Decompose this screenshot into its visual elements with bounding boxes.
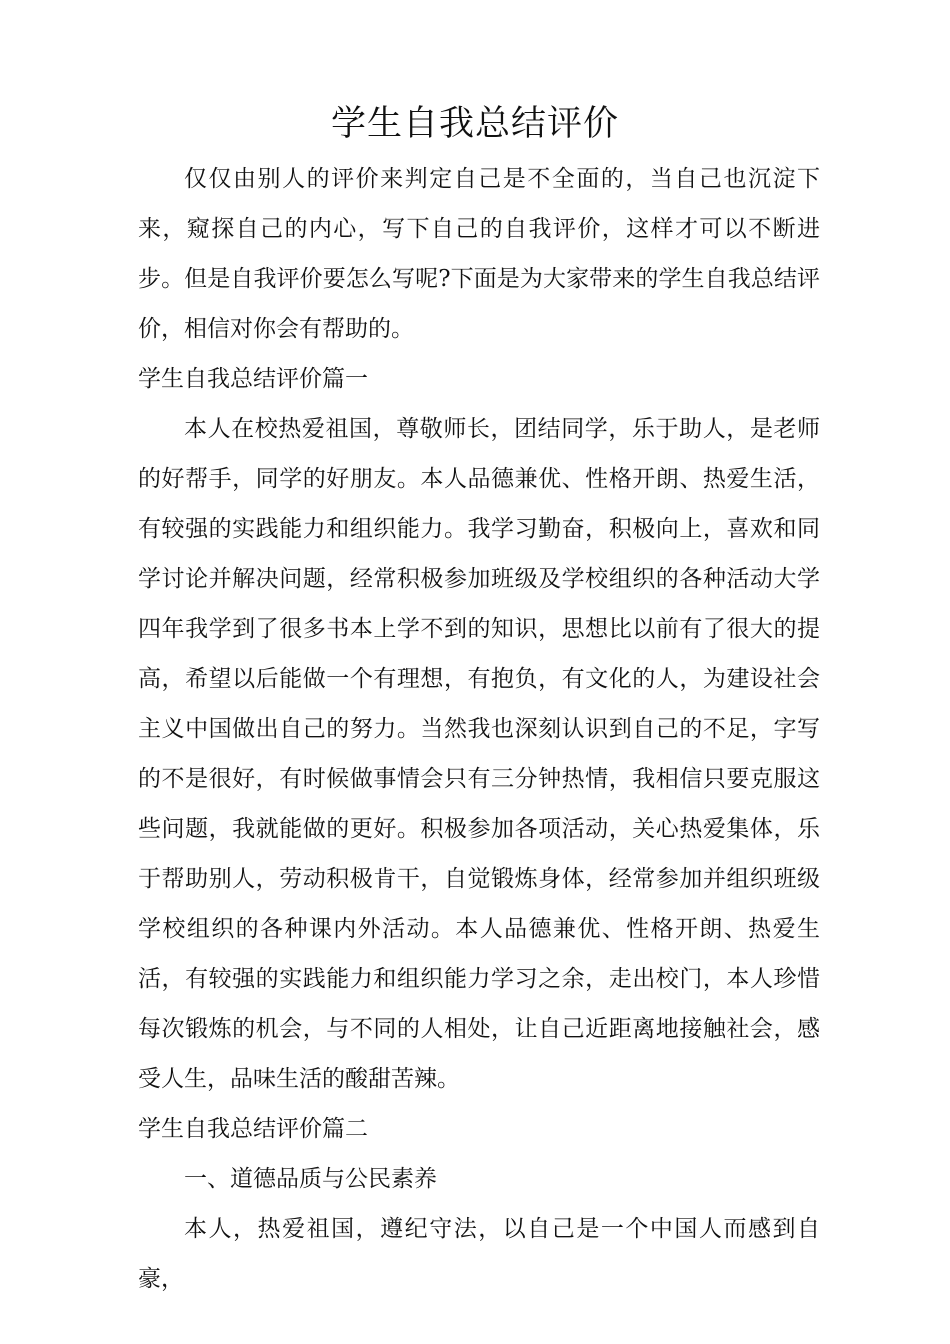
section1-paragraph: 本人在校热爱祖国，尊敬师长，团结同学，乐于助人，是老师的好帮手，同学的好朋友。本人品德兼优、性格开朗、热爱生活，有较强的实践能力和组织能力。我学习勤奋，积极向上，喜欢和同学讨论并解决问题，经常积极参加班级及学校组织的各种活动大学四年我学到了很多书本上学不到的知识，思想比以前有了很大的提高，希望以后能做一个有理想，有抱负，有文化的人，为建设社会主义中国做出自己的努力。当然我也深刻认识到自己的不足，字写的不是很好，有时候做事情会只有三分钟热情，我相信只要克服这些问题，我就能做的更好。积极参加各项活动，关心热爱集体，乐于帮助别人，劳动积极肯干，自觉锻炼身体，经常参加并组织班级学校组织的各种课内外活动。本人品德兼优、性格开朗、热爱生活，有较强的实践能力和组织能力学习之余，走出校门，本人珍惜每次锻炼的机会，与不同的人相处，让自己近距离地接触社会，感受人生，品味生活的酸甜苦辣。: [138, 416, 820, 1092]
section2-subheading: 一、道德品质与公民素养: [184, 1166, 437, 1192]
section2-paragraph: 本人，热爱祖国，遵纪守法，以自己是一个中国人而感到自豪，: [138, 1216, 820, 1292]
document-title: 学生自我总结评价: [330, 104, 619, 144]
section2-heading: 学生自我总结评价篇二: [138, 1116, 368, 1142]
intro-paragraph: 仅仅由别人的评价来判定自己是不全面的，当自己也沉淀下来，窥探自己的内心，写下自己的自我评价，这样才可以不断进步。但是自我评价要怎么写呢?下面是为大家带来的学生自我总结评价，相信对你会有帮助的。: [138, 166, 820, 342]
section1-heading: 学生自我总结评价篇一: [138, 366, 368, 392]
document-body: [138, 154, 820, 1304]
